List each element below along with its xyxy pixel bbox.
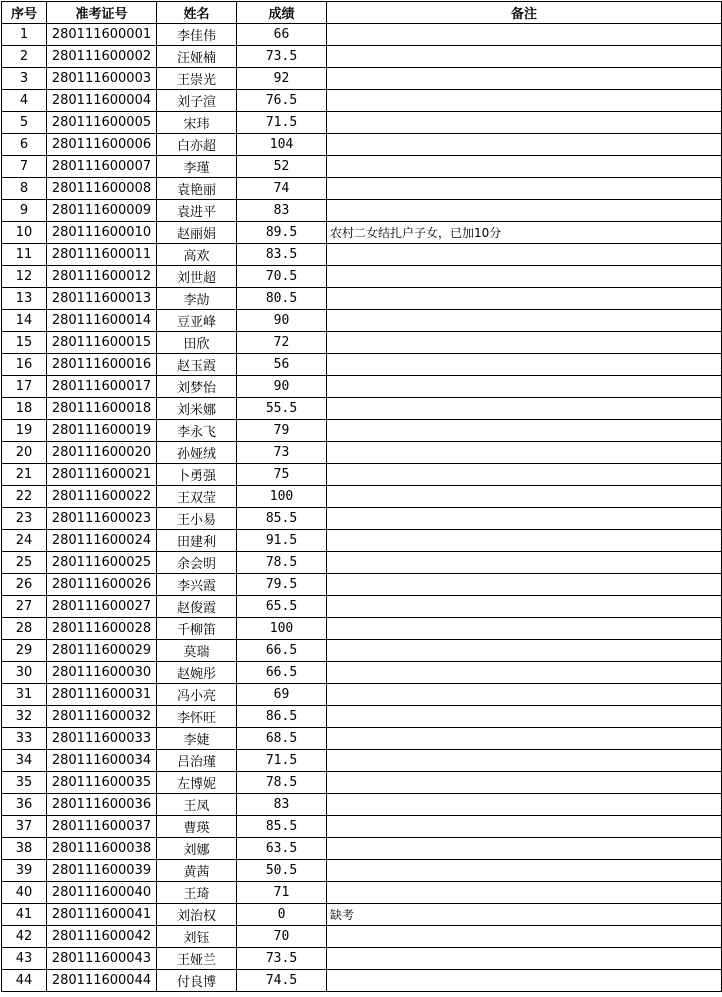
cell-score: 92	[237, 68, 327, 90]
table-row	[2, 266, 722, 288]
cell-remark: 农村二女结扎户子女，已加10分	[327, 222, 722, 244]
cell-remark	[327, 618, 722, 640]
cell-index: 9	[2, 200, 47, 222]
cell-remark	[327, 68, 722, 90]
cell-name: 汪娅楠	[157, 46, 237, 68]
cell-name: 赵丽娟	[157, 222, 237, 244]
cell-remark	[327, 530, 722, 552]
cell-score: 71	[237, 882, 327, 904]
table-row	[2, 838, 722, 860]
cell-score: 83	[237, 794, 327, 816]
table-row	[2, 750, 722, 772]
header-exam-id: 准考证号	[47, 2, 157, 24]
cell-score: 70	[237, 926, 327, 948]
cell-score: 66.5	[237, 640, 327, 662]
cell-index: 15	[2, 332, 47, 354]
cell-name: 莫瑞	[157, 640, 237, 662]
cell-name: 李劼	[157, 288, 237, 310]
cell-exam-id: 280111600036	[47, 794, 157, 816]
cell-score: 66	[237, 24, 327, 46]
cell-name: 田建利	[157, 530, 237, 552]
cell-remark	[327, 750, 722, 772]
table-row	[2, 134, 722, 156]
table-row	[2, 574, 722, 596]
cell-score: 76.5	[237, 90, 327, 112]
cell-exam-id: 280111600043	[47, 948, 157, 970]
cell-exam-id: 280111600025	[47, 552, 157, 574]
cell-remark	[327, 552, 722, 574]
cell-name: 刘娜	[157, 838, 237, 860]
cell-index: 5	[2, 112, 47, 134]
cell-remark	[327, 442, 722, 464]
cell-index: 33	[2, 728, 47, 750]
table-row	[2, 728, 722, 750]
cell-name: 千柳笛	[157, 618, 237, 640]
cell-remark	[327, 640, 722, 662]
cell-exam-id: 280111600011	[47, 244, 157, 266]
cell-exam-id: 280111600029	[47, 640, 157, 662]
cell-remark	[327, 794, 722, 816]
cell-score: 69	[237, 684, 327, 706]
cell-score: 89.5	[237, 222, 327, 244]
cell-index: 25	[2, 552, 47, 574]
cell-name: 袁进平	[157, 200, 237, 222]
cell-index: 1	[2, 24, 47, 46]
table-row	[2, 970, 722, 992]
table-row	[2, 354, 722, 376]
cell-score: 85.5	[237, 816, 327, 838]
table-row	[2, 684, 722, 706]
cell-remark	[327, 684, 722, 706]
cell-exam-id: 280111600008	[47, 178, 157, 200]
cell-name: 王凤	[157, 794, 237, 816]
header-index: 序号	[2, 2, 47, 24]
cell-index: 34	[2, 750, 47, 772]
header-remark: 备注	[327, 2, 722, 24]
cell-name: 王琦	[157, 882, 237, 904]
cell-name: 曹瑛	[157, 816, 237, 838]
cell-name: 李怀旺	[157, 706, 237, 728]
cell-remark	[327, 420, 722, 442]
cell-index: 14	[2, 310, 47, 332]
cell-name: 李佳伟	[157, 24, 237, 46]
cell-index: 23	[2, 508, 47, 530]
cell-name: 李婕	[157, 728, 237, 750]
cell-index: 29	[2, 640, 47, 662]
cell-name: 赵俊霞	[157, 596, 237, 618]
cell-exam-id: 280111600002	[47, 46, 157, 68]
cell-remark	[327, 200, 722, 222]
cell-score: 85.5	[237, 508, 327, 530]
cell-name: 卜勇强	[157, 464, 237, 486]
cell-name: 刘治权	[157, 904, 237, 926]
cell-exam-id: 280111600042	[47, 926, 157, 948]
cell-exam-id: 280111600018	[47, 398, 157, 420]
table-row	[2, 486, 722, 508]
cell-score: 78.5	[237, 552, 327, 574]
cell-name: 宋玮	[157, 112, 237, 134]
table-row	[2, 860, 722, 882]
cell-score: 56	[237, 354, 327, 376]
cell-remark	[327, 266, 722, 288]
cell-exam-id: 280111600028	[47, 618, 157, 640]
cell-exam-id: 280111600009	[47, 200, 157, 222]
cell-name: 王娅兰	[157, 948, 237, 970]
cell-remark	[327, 398, 722, 420]
cell-exam-id: 280111600013	[47, 288, 157, 310]
table-row	[2, 200, 722, 222]
score-table	[1, 1, 722, 992]
cell-index: 6	[2, 134, 47, 156]
cell-exam-id: 280111600030	[47, 662, 157, 684]
cell-name: 赵婉彤	[157, 662, 237, 684]
cell-name: 吕治瑾	[157, 750, 237, 772]
cell-index: 11	[2, 244, 47, 266]
table-row	[2, 552, 722, 574]
cell-score: 104	[237, 134, 327, 156]
table-row	[2, 90, 722, 112]
table-row	[2, 46, 722, 68]
cell-exam-id: 280111600001	[47, 24, 157, 46]
cell-index: 44	[2, 970, 47, 992]
cell-name: 王小易	[157, 508, 237, 530]
cell-exam-id: 280111600032	[47, 706, 157, 728]
cell-name: 刘世超	[157, 266, 237, 288]
cell-score: 74	[237, 178, 327, 200]
cell-index: 41	[2, 904, 47, 926]
cell-name: 李兴霞	[157, 574, 237, 596]
cell-name: 刘米娜	[157, 398, 237, 420]
cell-remark	[327, 288, 722, 310]
cell-score: 80.5	[237, 288, 327, 310]
cell-remark	[327, 728, 722, 750]
cell-remark	[327, 24, 722, 46]
cell-name: 李瑾	[157, 156, 237, 178]
table-row	[2, 464, 722, 486]
cell-name: 左博妮	[157, 772, 237, 794]
table-row	[2, 662, 722, 684]
cell-exam-id: 280111600023	[47, 508, 157, 530]
cell-index: 43	[2, 948, 47, 970]
cell-index: 4	[2, 90, 47, 112]
cell-remark	[327, 926, 722, 948]
cell-index: 3	[2, 68, 47, 90]
cell-name: 白亦超	[157, 134, 237, 156]
cell-exam-id: 280111600033	[47, 728, 157, 750]
cell-remark	[327, 90, 722, 112]
cell-name: 赵玉霞	[157, 354, 237, 376]
table-row	[2, 398, 722, 420]
cell-score: 83	[237, 200, 327, 222]
cell-remark	[327, 486, 722, 508]
cell-index: 20	[2, 442, 47, 464]
cell-score: 73.5	[237, 948, 327, 970]
cell-score: 70.5	[237, 266, 327, 288]
cell-index: 2	[2, 46, 47, 68]
cell-exam-id: 280111600012	[47, 266, 157, 288]
table-row	[2, 948, 722, 970]
table-row	[2, 112, 722, 134]
table-row	[2, 332, 722, 354]
cell-index: 22	[2, 486, 47, 508]
cell-exam-id: 280111600003	[47, 68, 157, 90]
cell-remark	[327, 332, 722, 354]
cell-remark	[327, 310, 722, 332]
table-body	[2, 24, 722, 992]
cell-exam-id: 280111600021	[47, 464, 157, 486]
cell-score: 86.5	[237, 706, 327, 728]
table-row	[2, 442, 722, 464]
cell-remark	[327, 112, 722, 134]
cell-score: 74.5	[237, 970, 327, 992]
header-score: 成绩	[237, 2, 327, 24]
cell-index: 28	[2, 618, 47, 640]
table-row	[2, 244, 722, 266]
table-row	[2, 508, 722, 530]
cell-index: 30	[2, 662, 47, 684]
cell-name: 王崇光	[157, 68, 237, 90]
cell-exam-id: 280111600024	[47, 530, 157, 552]
cell-index: 32	[2, 706, 47, 728]
cell-name: 刘钰	[157, 926, 237, 948]
cell-score: 90	[237, 310, 327, 332]
cell-exam-id: 280111600007	[47, 156, 157, 178]
cell-index: 16	[2, 354, 47, 376]
cell-score: 75	[237, 464, 327, 486]
cell-index: 18	[2, 398, 47, 420]
table-row	[2, 904, 722, 926]
cell-exam-id: 280111600019	[47, 420, 157, 442]
cell-name: 冯小亮	[157, 684, 237, 706]
cell-score: 71.5	[237, 112, 327, 134]
cell-score: 100	[237, 618, 327, 640]
cell-remark	[327, 662, 722, 684]
cell-name: 李永飞	[157, 420, 237, 442]
cell-exam-id: 280111600020	[47, 442, 157, 464]
cell-remark	[327, 46, 722, 68]
cell-remark	[327, 244, 722, 266]
cell-exam-id: 280111600006	[47, 134, 157, 156]
cell-exam-id: 280111600039	[47, 860, 157, 882]
cell-name: 袁艳丽	[157, 178, 237, 200]
cell-name: 高欢	[157, 244, 237, 266]
cell-name: 田欣	[157, 332, 237, 354]
cell-exam-id: 280111600037	[47, 816, 157, 838]
cell-index: 7	[2, 156, 47, 178]
cell-remark: 缺考	[327, 904, 722, 926]
cell-score: 78.5	[237, 772, 327, 794]
table-header	[2, 2, 722, 24]
cell-index: 13	[2, 288, 47, 310]
cell-remark	[327, 816, 722, 838]
table-row	[2, 376, 722, 398]
table-row	[2, 882, 722, 904]
cell-remark	[327, 948, 722, 970]
cell-score: 79	[237, 420, 327, 442]
cell-remark	[327, 156, 722, 178]
cell-remark	[327, 464, 722, 486]
cell-exam-id: 280111600010	[47, 222, 157, 244]
cell-score: 68.5	[237, 728, 327, 750]
cell-exam-id: 280111600022	[47, 486, 157, 508]
cell-index: 31	[2, 684, 47, 706]
cell-name: 黄茜	[157, 860, 237, 882]
table-row	[2, 794, 722, 816]
cell-remark	[327, 178, 722, 200]
cell-remark	[327, 772, 722, 794]
table-row	[2, 926, 722, 948]
cell-score: 83.5	[237, 244, 327, 266]
cell-index: 36	[2, 794, 47, 816]
table-row	[2, 222, 722, 244]
cell-score: 55.5	[237, 398, 327, 420]
cell-index: 26	[2, 574, 47, 596]
cell-score: 100	[237, 486, 327, 508]
cell-score: 73	[237, 442, 327, 464]
table-row	[2, 640, 722, 662]
table-row	[2, 618, 722, 640]
cell-exam-id: 280111600041	[47, 904, 157, 926]
cell-index: 21	[2, 464, 47, 486]
cell-score: 66.5	[237, 662, 327, 684]
cell-index: 39	[2, 860, 47, 882]
table-row	[2, 816, 722, 838]
cell-index: 8	[2, 178, 47, 200]
table-row	[2, 310, 722, 332]
table-row	[2, 420, 722, 442]
cell-remark	[327, 354, 722, 376]
table-row	[2, 530, 722, 552]
cell-score: 0	[237, 904, 327, 926]
cell-exam-id: 280111600004	[47, 90, 157, 112]
cell-exam-id: 280111600044	[47, 970, 157, 992]
header-row	[2, 2, 722, 24]
table-row	[2, 24, 722, 46]
cell-exam-id: 280111600038	[47, 838, 157, 860]
cell-score: 91.5	[237, 530, 327, 552]
cell-index: 40	[2, 882, 47, 904]
cell-exam-id: 280111600035	[47, 772, 157, 794]
cell-exam-id: 280111600015	[47, 332, 157, 354]
cell-remark	[327, 882, 722, 904]
cell-score: 63.5	[237, 838, 327, 860]
table-row	[2, 178, 722, 200]
cell-name: 余会明	[157, 552, 237, 574]
cell-exam-id: 280111600027	[47, 596, 157, 618]
cell-score: 90	[237, 376, 327, 398]
cell-name: 孙娅绒	[157, 442, 237, 464]
cell-remark	[327, 134, 722, 156]
cell-name: 刘子渲	[157, 90, 237, 112]
cell-index: 12	[2, 266, 47, 288]
cell-index: 42	[2, 926, 47, 948]
cell-remark	[327, 508, 722, 530]
table-row	[2, 288, 722, 310]
table-row	[2, 772, 722, 794]
cell-index: 35	[2, 772, 47, 794]
cell-index: 27	[2, 596, 47, 618]
cell-score: 71.5	[237, 750, 327, 772]
cell-exam-id: 280111600034	[47, 750, 157, 772]
cell-score: 65.5	[237, 596, 327, 618]
cell-exam-id: 280111600026	[47, 574, 157, 596]
cell-score: 52	[237, 156, 327, 178]
cell-remark	[327, 860, 722, 882]
cell-score: 50.5	[237, 860, 327, 882]
cell-index: 19	[2, 420, 47, 442]
cell-remark	[327, 596, 722, 618]
cell-name: 豆亚峰	[157, 310, 237, 332]
cell-remark	[327, 838, 722, 860]
cell-name: 付良博	[157, 970, 237, 992]
cell-remark	[327, 376, 722, 398]
cell-exam-id: 280111600016	[47, 354, 157, 376]
header-name: 姓名	[157, 2, 237, 24]
cell-index: 37	[2, 816, 47, 838]
cell-remark	[327, 706, 722, 728]
cell-score: 73.5	[237, 46, 327, 68]
cell-exam-id: 280111600040	[47, 882, 157, 904]
table-row	[2, 706, 722, 728]
cell-exam-id: 280111600017	[47, 376, 157, 398]
cell-score: 72	[237, 332, 327, 354]
cell-index: 38	[2, 838, 47, 860]
cell-remark	[327, 970, 722, 992]
cell-score: 79.5	[237, 574, 327, 596]
table-row	[2, 68, 722, 90]
cell-remark	[327, 574, 722, 596]
cell-exam-id: 280111600014	[47, 310, 157, 332]
cell-index: 17	[2, 376, 47, 398]
cell-index: 10	[2, 222, 47, 244]
table-row	[2, 596, 722, 618]
cell-exam-id: 280111600005	[47, 112, 157, 134]
cell-name: 刘梦怡	[157, 376, 237, 398]
cell-index: 24	[2, 530, 47, 552]
table-row	[2, 156, 722, 178]
cell-exam-id: 280111600031	[47, 684, 157, 706]
cell-name: 王双莹	[157, 486, 237, 508]
